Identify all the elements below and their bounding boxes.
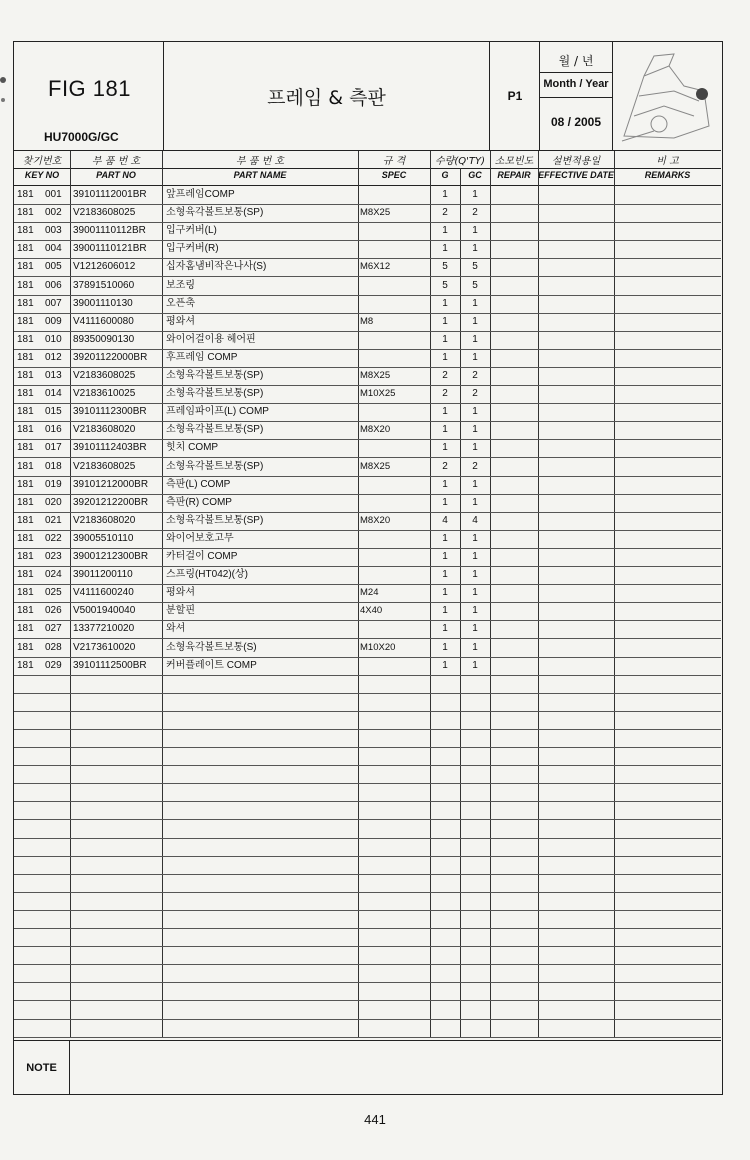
col-repair-en: REPAIR <box>497 170 531 180</box>
qty-gc-cell: 5 <box>472 261 478 273</box>
table-row <box>14 892 721 911</box>
qty-gc-cell: 1 <box>472 315 478 327</box>
qty-g-cell: 2 <box>442 460 448 472</box>
key-cell: 002 <box>45 207 62 219</box>
qty-g-cell: 1 <box>442 532 448 544</box>
part-name-cell: 와셔 <box>166 623 186 635</box>
table-row <box>14 657 721 676</box>
part-no-cell: 39201212200BR <box>73 496 149 508</box>
key-cell: 003 <box>45 225 62 237</box>
part-no-cell: V2183608025 <box>73 460 136 472</box>
key-cell: 007 <box>45 297 62 309</box>
fig-cell: 181 <box>17 406 34 418</box>
spec-cell <box>360 222 428 240</box>
fig-cell: 181 <box>17 297 34 309</box>
col-part-no-ko: 부 품 번 호 <box>91 156 141 167</box>
spec-cell <box>360 566 428 584</box>
qty-gc-cell: 1 <box>472 478 478 490</box>
part-no-cell: V1212606012 <box>73 261 136 273</box>
fig-cell: 181 <box>17 261 34 273</box>
table-row <box>14 982 721 1001</box>
table-row <box>14 729 721 748</box>
qty-gc-cell: 1 <box>472 496 478 508</box>
fig-cell: 181 <box>17 478 34 490</box>
fig-cell: 181 <box>17 279 34 291</box>
part-no-cell: V2183608025 <box>73 370 136 381</box>
part-no-cell: V4111600080 <box>73 315 134 327</box>
key-cell: 029 <box>45 659 62 671</box>
spec-cell: M10X20 <box>360 641 396 653</box>
table-row <box>14 512 721 531</box>
qty-g-cell: 1 <box>442 478 448 490</box>
fig-cell: 181 <box>17 623 34 635</box>
qty-gc-cell: 1 <box>472 333 478 345</box>
col-part-no-en: PART NO <box>96 170 136 180</box>
table-row <box>14 367 721 386</box>
key-cell: 015 <box>45 406 62 418</box>
qty-g-cell: 1 <box>442 297 448 309</box>
qty-g-cell: 1 <box>442 623 448 635</box>
sheet-header <box>14 42 721 151</box>
col-spec-ko: 규 격 <box>382 156 406 167</box>
key-cell: 025 <box>45 587 62 599</box>
key-cell: 004 <box>45 243 62 255</box>
table-row <box>14 295 721 314</box>
qty-gc-cell: 4 <box>472 514 478 526</box>
part-no-cell: 89350090130 <box>73 333 135 345</box>
fig-cell: 181 <box>17 496 34 508</box>
qty-g-cell: 2 <box>442 388 448 400</box>
spec-cell <box>360 349 428 367</box>
table-row <box>14 964 721 983</box>
table-row <box>14 602 721 621</box>
spec-cell: M8X25 <box>360 207 391 219</box>
table-row <box>14 693 721 712</box>
table-row <box>14 620 721 639</box>
qty-gc-cell: 1 <box>472 605 478 617</box>
fig-cell: 181 <box>17 370 34 381</box>
table-row <box>14 820 721 839</box>
qty-g-cell: 1 <box>442 442 448 454</box>
table-row <box>14 1019 721 1038</box>
part-no-cell: 39005510110 <box>73 532 134 544</box>
table-row <box>14 476 721 495</box>
month-year-ko: 월 / 년 <box>558 54 594 68</box>
part-name-cell: 소형육각볼트보통(SP) <box>166 514 264 526</box>
qty-gc-cell: 2 <box>472 460 478 472</box>
spec-cell <box>360 620 428 638</box>
col-part-name-en: PART NAME <box>233 170 287 180</box>
qty-g-cell: 5 <box>442 279 448 291</box>
table-row <box>14 458 721 477</box>
spec-cell: M10X25 <box>360 388 396 400</box>
qty-gc-cell: 1 <box>472 243 478 255</box>
part-name-cell: 보조링 <box>166 279 195 291</box>
table-row <box>14 566 721 585</box>
table-row <box>14 946 721 965</box>
qty-gc-cell: 1 <box>472 587 478 599</box>
spec-cell <box>360 530 428 548</box>
part-name-cell: 와이어보호고무 <box>166 532 234 544</box>
qty-gc-cell: 1 <box>472 189 478 200</box>
key-cell: 027 <box>45 623 62 635</box>
part-no-cell: V5001940040 <box>73 605 136 617</box>
part-name-cell: 와이어걸이용 헤어핀 <box>166 333 256 345</box>
qty-gc-cell: 2 <box>472 207 478 219</box>
fig-cell: 181 <box>17 514 34 526</box>
qty-g-cell: 1 <box>442 424 448 436</box>
fig-cell: 181 <box>17 532 34 544</box>
qty-g-cell: 5 <box>442 261 448 273</box>
page-title: 프레임 & 측판 <box>267 86 386 109</box>
fig-cell: 181 <box>17 225 34 237</box>
part-name-cell: 측판(L) COMP <box>166 478 231 490</box>
qty-gc-cell: 1 <box>472 424 478 436</box>
key-cell: 021 <box>45 514 62 526</box>
col-g: G <box>441 170 449 180</box>
spec-cell: M8X25 <box>360 460 391 472</box>
key-cell: 016 <box>45 424 62 436</box>
table-row <box>14 530 721 549</box>
col-gc: GC <box>468 170 482 180</box>
part-name-cell: 커버플레이트 COMP <box>166 659 257 671</box>
table-row <box>14 494 721 513</box>
fig-cell: 181 <box>17 388 34 400</box>
part-name-cell: 소형육각볼트보통(S) <box>166 641 257 653</box>
part-name-cell: 십자홈냄비작은나사(S) <box>166 261 267 273</box>
part-no-cell: 39001110130 <box>73 297 133 309</box>
spec-cell: 4X40 <box>360 605 383 617</box>
qty-gc-cell: 1 <box>472 297 478 309</box>
fig-cell: 181 <box>17 189 34 200</box>
col-eff-ko: 설변적용일 <box>551 156 601 167</box>
figure-cell <box>14 42 163 150</box>
model-label: HU7000G/GC <box>44 130 119 144</box>
spec-cell <box>360 403 428 421</box>
fig-cell: 181 <box>17 442 34 454</box>
col-spec-en: SPEC <box>381 170 407 180</box>
table-row <box>14 258 721 277</box>
qty-g-cell: 1 <box>442 406 448 418</box>
part-no-cell: 39101112500BR <box>73 659 147 671</box>
part-name-cell: 카터걸이 COMP <box>166 551 238 562</box>
table-row <box>14 675 721 694</box>
table-row <box>14 240 721 259</box>
key-cell: 014 <box>45 388 62 400</box>
part-name-cell: 평와셔 <box>166 315 195 327</box>
part-name-cell: 소형육각볼트보통(SP) <box>166 424 264 436</box>
part-no-cell: 13377210020 <box>73 623 135 635</box>
part-no-cell: V2183608020 <box>73 424 136 436</box>
part-name-cell: 소형육각볼트보통(SP) <box>166 388 264 400</box>
col-qty-ko: 수량(Q'TY) <box>435 156 485 167</box>
table-row <box>14 910 721 929</box>
qty-g-cell: 1 <box>442 605 448 617</box>
part-no-cell: V2173610020 <box>73 641 136 653</box>
col-repair-ko: 소모빈도 <box>494 156 534 167</box>
part-name-cell: 분할핀 <box>166 605 195 617</box>
spec-cell: M8X20 <box>360 424 391 436</box>
fig-cell: 181 <box>17 333 34 345</box>
parts-sheet <box>13 41 723 1095</box>
table-row <box>14 403 721 422</box>
fig-cell: 181 <box>17 659 34 671</box>
part-name-cell: 앞프레임COMP <box>166 189 235 200</box>
note-label: NOTE <box>14 1041 70 1094</box>
table-row <box>14 1001 721 1020</box>
spec-cell <box>360 439 428 457</box>
part-name-cell: 스프링(HT042)(상) <box>166 569 248 581</box>
table-row <box>14 548 721 567</box>
fig-cell: 181 <box>17 315 34 327</box>
qty-gc-cell: 1 <box>472 442 478 454</box>
part-name-cell: 소형육각볼트보통(SP) <box>166 207 264 219</box>
spec-cell <box>360 295 428 313</box>
table-row <box>14 584 721 603</box>
part-no-cell: 37891510060 <box>73 279 135 291</box>
month-year-cell <box>540 42 612 150</box>
key-cell: 005 <box>45 261 62 273</box>
table-row <box>14 313 721 332</box>
key-cell: 001 <box>45 189 62 200</box>
spec-cell <box>360 476 428 494</box>
part-name-cell: 평와셔 <box>166 587 195 599</box>
qty-g-cell: 1 <box>442 225 448 237</box>
key-cell: 023 <box>45 551 62 562</box>
key-cell: 006 <box>45 279 62 291</box>
qty-gc-cell: 1 <box>472 569 478 581</box>
part-no-cell: V2183608020 <box>73 514 136 526</box>
spec-cell <box>360 494 428 512</box>
qty-gc-cell: 1 <box>472 551 478 562</box>
header-divider <box>612 42 613 150</box>
part-no-cell: 39001110112BR <box>73 225 146 237</box>
table-row <box>14 928 721 947</box>
spec-cell <box>360 548 428 566</box>
qty-g-cell: 1 <box>442 315 448 327</box>
key-cell: 019 <box>45 478 62 490</box>
qty-gc-cell: 5 <box>472 279 478 291</box>
table-row <box>14 385 721 404</box>
month-year-en: Month / Year <box>543 78 609 90</box>
spec-cell <box>360 277 428 295</box>
key-cell: 012 <box>45 351 62 363</box>
table-row <box>14 874 721 893</box>
table-row <box>14 421 721 440</box>
qty-g-cell: 1 <box>442 569 448 581</box>
issue-date: 08 / 2005 <box>550 115 602 129</box>
key-cell: 026 <box>45 605 62 617</box>
qty-gc-cell: 1 <box>472 351 478 363</box>
figure-label: FIG 181 <box>48 76 131 101</box>
table-row <box>14 856 721 875</box>
qty-gc-cell: 1 <box>472 659 478 671</box>
note-row <box>14 1040 721 1094</box>
part-no-cell: 39001212300BR <box>73 551 149 562</box>
key-cell: 022 <box>45 532 62 544</box>
spec-cell <box>360 331 428 349</box>
part-name-cell: 입구커버(L) <box>166 225 217 237</box>
table-row <box>14 747 721 766</box>
col-key-en: KEY NO <box>24 170 60 180</box>
table-row <box>14 277 721 296</box>
part-no-cell: 39101112300BR <box>73 406 147 418</box>
part-name-cell: 후프레임 COMP <box>166 351 238 363</box>
qty-g-cell: 1 <box>442 243 448 255</box>
spec-cell: M6X12 <box>360 261 391 273</box>
binder-mark <box>0 60 14 130</box>
key-cell: 009 <box>45 315 62 327</box>
part-name-cell: 힛치 COMP <box>166 442 219 454</box>
col-eff-en: EFFECTIVE DATE <box>538 170 614 180</box>
parts-table <box>14 186 721 1038</box>
key-cell: 020 <box>45 496 62 508</box>
part-no-cell: 39201122000BR <box>73 351 148 363</box>
qty-gc-cell: 2 <box>472 370 478 381</box>
qty-g-cell: 2 <box>442 207 448 219</box>
cell-divider <box>540 97 612 98</box>
part-no-cell: 39011200110 <box>73 569 133 581</box>
spec-cell: M8 <box>360 315 374 327</box>
table-row <box>14 204 721 223</box>
table-row <box>14 639 721 658</box>
spec-cell: M8X20 <box>360 514 391 526</box>
key-cell: 028 <box>45 641 62 653</box>
table-row <box>14 801 721 820</box>
table-row <box>14 838 721 857</box>
col-part-name-ko: 부 품 번 호 <box>235 156 285 167</box>
key-cell: 017 <box>45 442 62 454</box>
qty-g-cell: 1 <box>442 351 448 363</box>
spec-cell: M8X25 <box>360 370 391 381</box>
part-name-cell: 소형육각볼트보통(SP) <box>166 370 264 381</box>
qty-g-cell: 1 <box>442 496 448 508</box>
spec-cell <box>360 186 428 204</box>
part-no-cell: V4111600240 <box>73 587 134 599</box>
qty-gc-cell: 1 <box>472 641 478 653</box>
qty-g-cell: 1 <box>442 659 448 671</box>
key-cell: 010 <box>45 333 62 345</box>
part-no-cell: 39101212000BR <box>73 478 149 490</box>
part-no-cell: V2183608025 <box>73 207 136 219</box>
qty-g-cell: 1 <box>442 587 448 599</box>
fig-cell: 181 <box>17 569 34 581</box>
qty-g-cell: 4 <box>442 514 448 526</box>
part-name-cell: 프레임파이프(L) COMP <box>166 406 269 418</box>
table-row <box>14 186 721 205</box>
qty-gc-cell: 1 <box>472 623 478 635</box>
key-cell: 024 <box>45 569 62 581</box>
fig-cell: 181 <box>17 207 34 219</box>
qty-g-cell: 2 <box>442 370 448 381</box>
fig-cell: 181 <box>17 551 34 562</box>
spec-cell <box>360 657 428 675</box>
page-label: P1 <box>507 89 523 103</box>
table-row <box>14 439 721 458</box>
part-no-cell: 39101112001BR <box>73 189 147 200</box>
part-name-cell: 입구커버(R) <box>166 243 219 255</box>
qty-gc-cell: 1 <box>472 532 478 544</box>
fig-cell: 181 <box>17 351 34 363</box>
part-name-cell: 측판(R) COMP <box>166 496 232 508</box>
table-row <box>14 783 721 802</box>
part-no-cell: V2183610025 <box>73 388 136 400</box>
part-no-cell: 39101112403BR <box>73 442 147 454</box>
col-remarks-ko: 비 고 <box>656 156 679 167</box>
qty-gc-cell: 1 <box>472 225 478 237</box>
qty-g-cell: 1 <box>442 641 448 653</box>
qty-gc-cell: 1 <box>472 406 478 418</box>
key-cell: 013 <box>45 370 62 381</box>
part-name-cell: 소형육각볼트보통(SP) <box>166 460 264 472</box>
cell-divider <box>540 72 612 73</box>
spec-cell: M24 <box>360 587 379 599</box>
col-remarks-en: REMARKS <box>644 170 691 180</box>
part-name-cell: 오픈축 <box>166 297 195 309</box>
qty-gc-cell: 2 <box>472 388 478 400</box>
page-number: 441 <box>364 1112 386 1127</box>
col-key-ko: 찾기번호 <box>22 156 62 167</box>
qty-g-cell: 1 <box>442 551 448 562</box>
table-row <box>14 711 721 730</box>
qty-g-cell: 1 <box>442 189 448 200</box>
machine-thumbnail-image <box>614 46 718 146</box>
fig-cell: 181 <box>17 243 34 255</box>
fig-cell: 181 <box>17 605 34 617</box>
fig-cell: 181 <box>17 641 34 653</box>
key-cell: 018 <box>45 460 62 472</box>
fig-cell: 181 <box>17 460 34 472</box>
qty-g-cell: 1 <box>442 333 448 345</box>
table-row <box>14 331 721 350</box>
part-no-cell: 39001110121BR <box>73 243 147 255</box>
table-row <box>14 222 721 241</box>
fig-cell: 181 <box>17 587 34 599</box>
fig-cell: 181 <box>17 424 34 436</box>
spec-cell <box>360 240 428 258</box>
table-row <box>14 765 721 784</box>
table-row <box>14 349 721 368</box>
